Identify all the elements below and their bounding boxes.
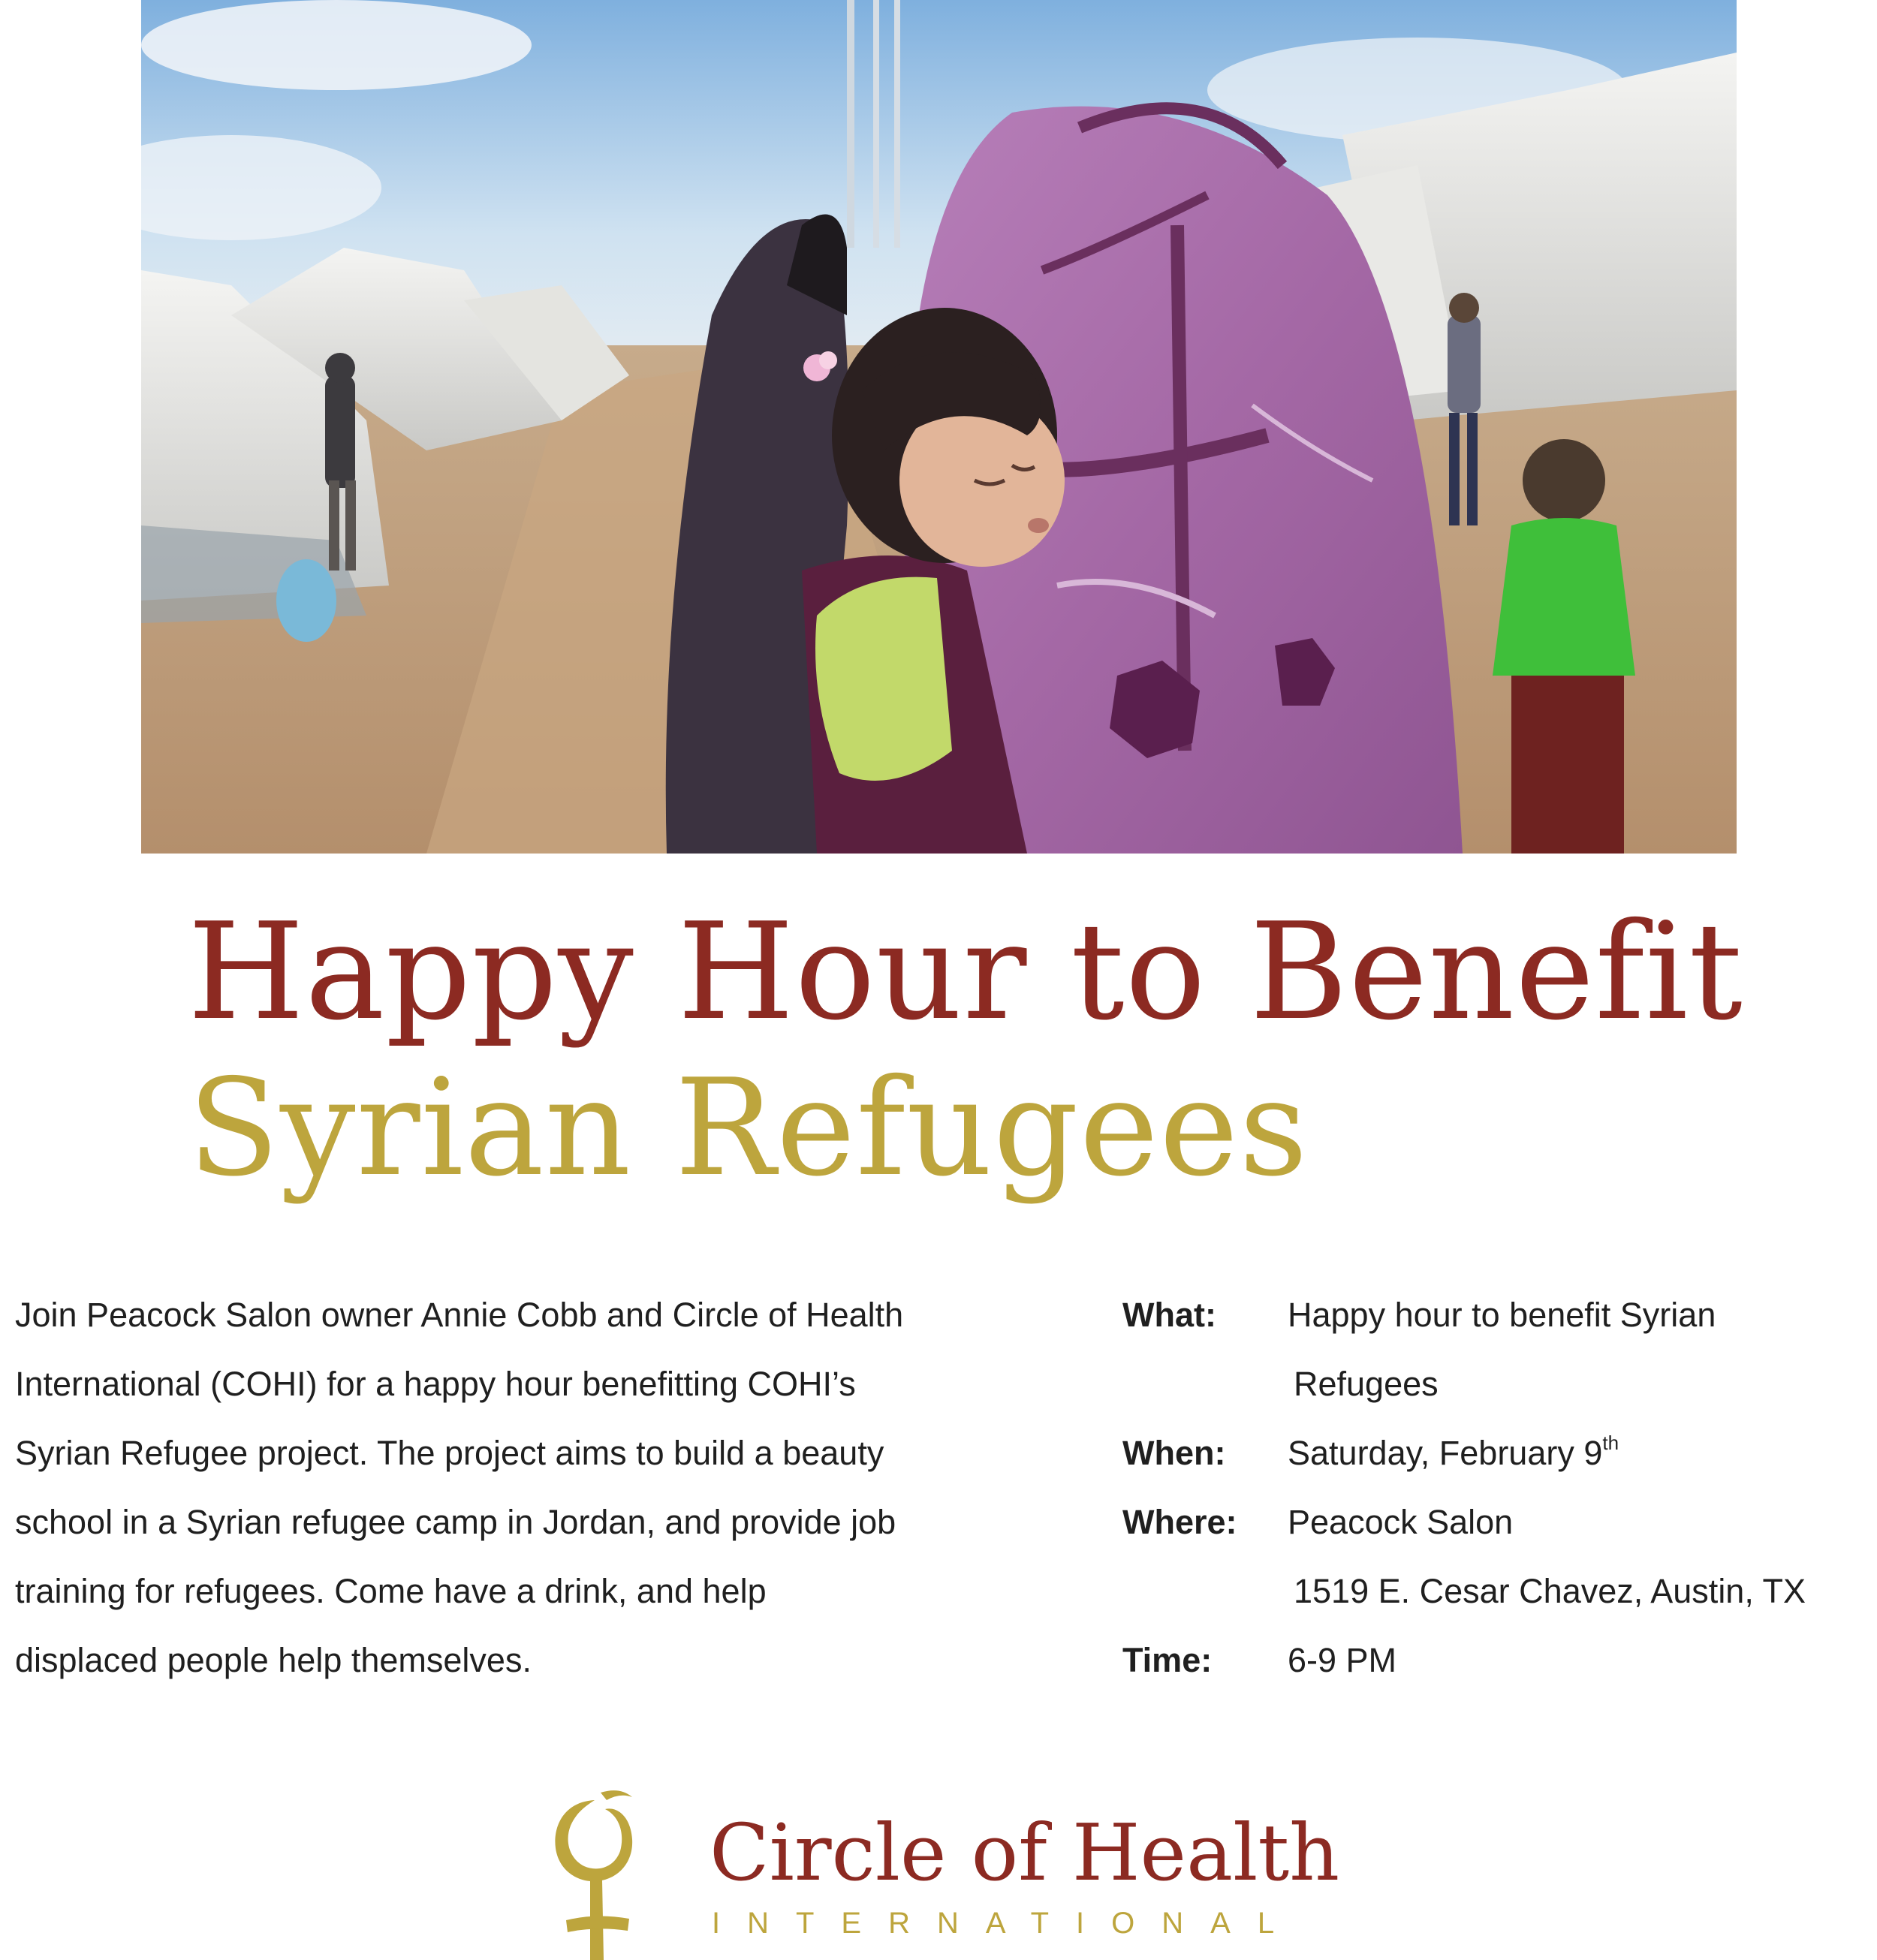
description-line: International (COHI) for a happy hour benefitting COHI’s bbox=[15, 1365, 856, 1403]
event-description bbox=[15, 1281, 1066, 1695]
description-line: Join Peacock Salon owner Annie Cobb and Circle of Health bbox=[15, 1296, 904, 1334]
description-line: displaced people help themselves. bbox=[15, 1641, 532, 1679]
venus-symbol-icon bbox=[548, 1787, 646, 1960]
when-ordinal-suffix: th bbox=[1602, 1432, 1619, 1454]
detail-what bbox=[1122, 1281, 1873, 1350]
hero-photo bbox=[141, 0, 1737, 854]
headline-line-1: Happy Hour to Benefit bbox=[188, 894, 1743, 1049]
what-value-continued: Refugees bbox=[1294, 1365, 1439, 1403]
event-details bbox=[1122, 1281, 1873, 1695]
headline bbox=[188, 894, 1764, 1206]
description-line: Syrian Refugee project. The project aims to build a beauty bbox=[15, 1434, 884, 1472]
when-value-wrap bbox=[1288, 1419, 1619, 1492]
what-value: Happy hour to benefit Syrian bbox=[1288, 1296, 1716, 1334]
description-line: training for refugees. Come have a drink, and help bbox=[15, 1572, 767, 1610]
detail-what-continued bbox=[1122, 1350, 1873, 1419]
when-value: Saturday, February 9 bbox=[1288, 1434, 1603, 1472]
logo-subtitle: INTERNATIONAL bbox=[712, 1907, 1302, 1940]
detail-when bbox=[1122, 1419, 1873, 1488]
time-value: 6-9 PM bbox=[1288, 1641, 1397, 1679]
time-label: Time: bbox=[1122, 1641, 1213, 1679]
headline-line-2: Syrian Refugees bbox=[188, 1050, 1309, 1206]
cohi-logo bbox=[548, 1787, 1374, 1960]
where-venue: Peacock Salon bbox=[1288, 1503, 1514, 1541]
what-label: What: bbox=[1122, 1296, 1216, 1334]
detail-where bbox=[1122, 1488, 1873, 1557]
logo-title: Circle of Health bbox=[710, 1807, 1340, 1898]
detail-where-address bbox=[1122, 1557, 1873, 1626]
refugee-camp-illustration bbox=[141, 0, 1737, 854]
when-label: When: bbox=[1122, 1434, 1226, 1472]
detail-time bbox=[1122, 1626, 1873, 1695]
description-line: school in a Syrian refugee camp in Jordan, and provide job bbox=[15, 1503, 896, 1541]
where-label: Where: bbox=[1122, 1503, 1237, 1541]
where-address: 1519 E. Cesar Chavez, Austin, TX bbox=[1294, 1572, 1806, 1610]
